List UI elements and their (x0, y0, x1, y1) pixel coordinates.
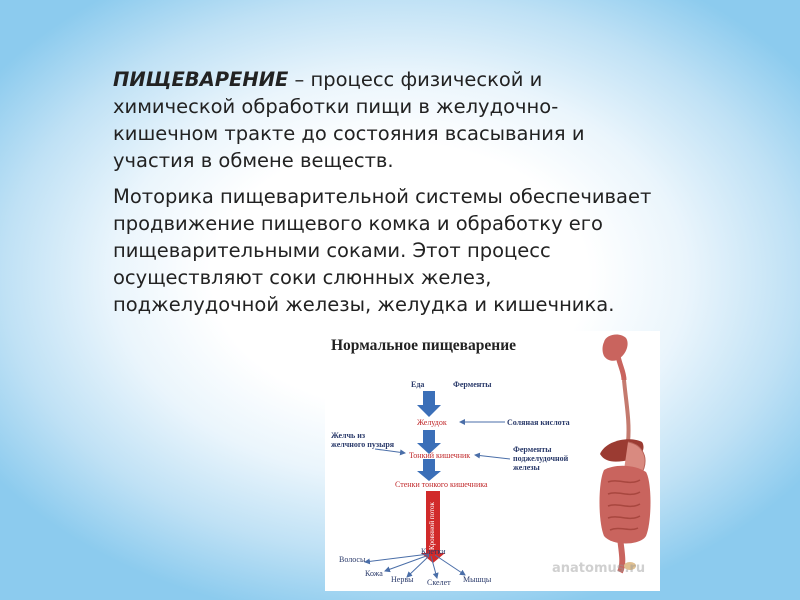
skin-arrow (385, 555, 429, 571)
label-small-intestine: Тонкий кишечник (409, 451, 471, 460)
label-bile: Желчь из желчного пузыря (331, 431, 395, 449)
motility-paragraph: Моторика пищеварительной системы обеспечивает продвижение пищевого комка и обработку его пищеварительными соками. Этот процесс осуществляют соки слюнных желез, поджелудочной железы, желудка и кишечника. (113, 185, 652, 316)
label-muscles: Мышцы (463, 575, 492, 584)
digestive-system-illustration (590, 332, 660, 590)
label-enzymes: Ферменты (453, 380, 492, 389)
watermark: anatomus.ru (552, 561, 646, 576)
label-hair: Волосы (339, 555, 366, 564)
term-digestion: ПИЩЕВАРЕНИЕ (113, 68, 289, 91)
muscles-arrow (435, 555, 465, 575)
label-bloodstream: Кровяной поток (428, 502, 436, 550)
label-acid: Соляная кислота (507, 418, 570, 427)
label-pancreatic-enzymes: Ферменты поджелудочной железы (513, 445, 569, 472)
flow-arrow-stomach (417, 391, 441, 417)
label-skeleton: Скелет (427, 578, 451, 587)
diagram-title: Нормальное пищеварение (331, 337, 517, 354)
label-food: Еда (411, 380, 425, 389)
label-stomach: Желудок (417, 418, 447, 427)
pancreas-arrow (475, 455, 510, 459)
label-intestine-walls: Стенки тонкого кишечника (395, 480, 488, 489)
definition-paragraph (113, 66, 658, 174)
flow-arrow-walls (417, 459, 441, 481)
bile-arrow (375, 449, 405, 453)
slide-body (113, 66, 658, 327)
label-skin: Кожа (365, 569, 383, 578)
definition-text: – процесс физической и химической обработки пищи в желудочно-кишечном тракте до состояния всасывания и участия в обмене веществ. (113, 68, 585, 172)
label-cells: Клетки (421, 547, 446, 556)
label-nerves: Нервы (391, 575, 414, 584)
